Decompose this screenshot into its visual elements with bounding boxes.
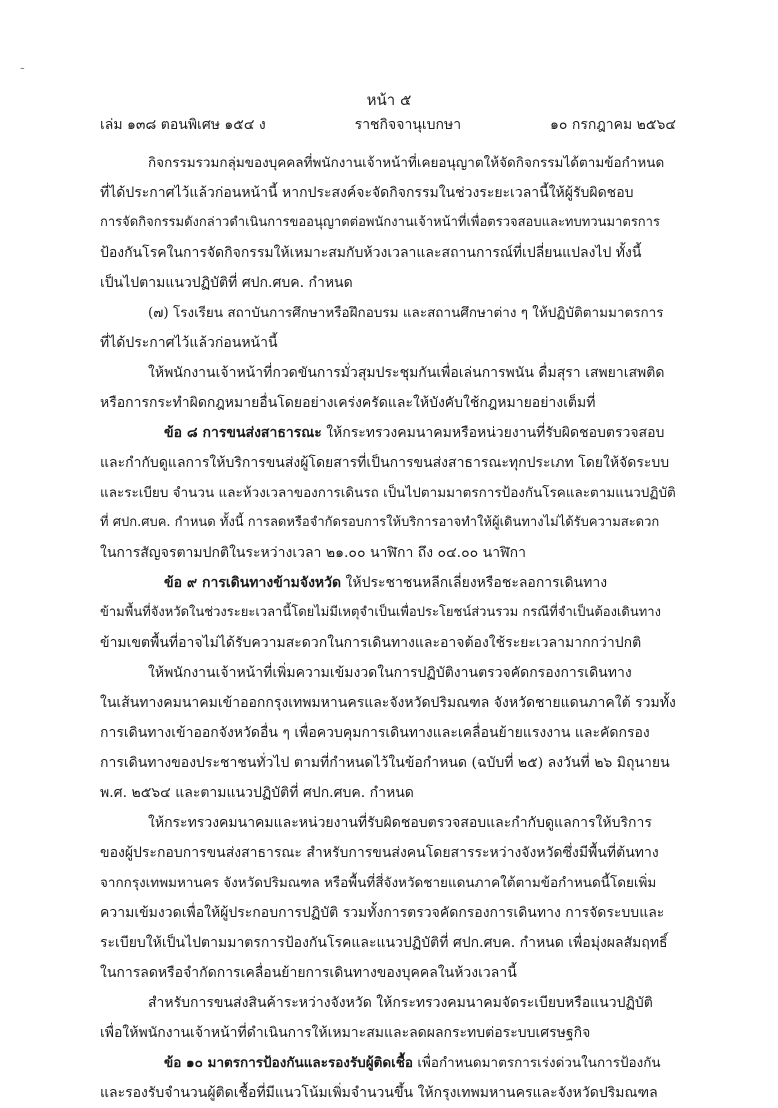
paragraph-line: ความเข้มงวดเพื่อให้ผู้ประกอบการปฏิบัติ รวมทั้งการตรวจคัดกรองการเดินทาง การจัดระบบและ bbox=[100, 905, 665, 921]
paragraph-line: ในเส้นทางคมนาคมเข้าออกกรุงเทพมหานครและจังหวัดปริมณฑล จังหวัดชายแดนภาคใต้ รวมทั้ง bbox=[100, 695, 676, 711]
paragraph-line: ให้พนักงานเจ้าหน้าที่เพิ่มความเข้มงวดในการปฏิบัติงานตรวจคัดกรองการเดินทาง bbox=[148, 665, 632, 681]
paragraph-line: ให้พนักงานเจ้าหน้าที่กวดขันการมั่วสุมประชุมกันเพื่อเล่นการพนัน ดื่มสุรา เสพยาเสพติด bbox=[148, 365, 665, 381]
paragraph-line: เพื่อให้พนักงานเจ้าหน้าที่ดำเนินการให้เหมาะสมและลดผลกระทบต่อระบบเศรษฐกิจ bbox=[100, 1025, 591, 1041]
clause-10-line: ข้อ ๑๐ มาตรการป้องกันและรองรับผู้ติดเชื้อ เพื่อกำหนดมาตรการเร่งด่วนในการป้องกัน bbox=[164, 1055, 661, 1071]
paragraph-line: และระเบียบ จำนวน และห้วงเวลาของการเดินรถ เป็นไปตามมาตรการป้องกันโรคและตามแนวปฏิบัติ bbox=[100, 485, 676, 501]
clause-8-heading: ข้อ ๘ การขนส่งสาธารณะ bbox=[164, 425, 322, 441]
paragraph-line: ข้ามพื้นที่จังหวัดในช่วงระยะเวลานี้โดยไม่มีเหตุจำเป็นเพื่อประโยชน์ส่วนรวม กรณีที่จำเป็นต้องเดินทาง bbox=[100, 605, 661, 620]
page-number: หน้า ๕ bbox=[366, 91, 412, 109]
paragraph-line: ให้กระทรวงคมนาคมและหน่วยงานที่รับผิดชอบตรวจสอบและกำกับดูแลการให้บริการ bbox=[148, 815, 652, 831]
paragraph-line: ที่ ศปก.ศบค. กำหนด ทั้งนี้ การลดหรือจำกัดรอบการให้บริการอาจทำให้ผู้เดินทางไม่ได้รับความสะดวก bbox=[100, 515, 660, 530]
publication-date: ๑๐ กรกฎาคม ๒๕๖๔ bbox=[550, 117, 676, 133]
paragraph-line: และรองรับจำนวนผู้ติดเชื้อที่มีแนวโน้มเพิ่มจำนวนขึ้น ให้กรุงเทพมหานครและจังหวัดปริมณฑล bbox=[100, 1085, 658, 1101]
clause-8-line: ข้อ ๘ การขนส่งสาธารณะ ให้กระทรวงคมนาคมหรือหน่วยงานที่รับผิดชอบตรวจสอบ bbox=[164, 425, 665, 441]
paragraph-line: ป้องกันโรคในการจัดกิจกรรมให้เหมาะสมกับห้วงเวลาและสถานการณ์ที่เปลี่ยนแปลงไป ทั้งนี้ bbox=[100, 245, 642, 261]
paragraph-line: ของผู้ประกอบการขนส่งสาธารณะ สำหรับการขนส่งคนโดยสารระหว่างจังหวัดซึ่งมีพื้นที่ต้นทาง bbox=[100, 845, 659, 861]
margin-mark: - bbox=[20, 60, 25, 76]
paragraph-line: และกำกับดูแลการให้บริการขนส่งผู้โดยสารที่เป็นการขนส่งสาธารณะทุกประเภท โดยให้จัดระบบ bbox=[100, 455, 670, 471]
document-body bbox=[100, 148, 676, 1108]
paragraph-line: จากกรุงเทพมหานคร จังหวัดปริมณฑล หรือพื้นที่สี่จังหวัดชายแดนภาคใต้ตามข้อกำหนดนี้โดยเพิ่ม bbox=[100, 875, 657, 891]
paragraph-line: ที่ได้ประกาศไว้แล้วก่อนหน้านี้ bbox=[100, 335, 278, 351]
paragraph-line: การจัดกิจกรรมดังกล่าวดำเนินการขออนุญาตต่อพนักงานเจ้าหน้าที่เพื่อตรวจสอบและทบทวนมาตรการ bbox=[100, 215, 660, 230]
paragraph-line: การเดินทางของประชาชนทั่วไป ตามที่กำหนดไว้ในข้อกำหนด (ฉบับที่ ๒๕) ลงวันที่ ๒๖ มิถุนายน bbox=[100, 755, 670, 771]
paragraph-line: การเดินทางเข้าออกจังหวัดอื่น ๆ เพื่อควบคุมการเดินทางและเคลื่อนย้ายแรงงาน และคัดกรอง bbox=[100, 725, 650, 741]
paragraph-line: ในการสัญจรตามปกติในระหว่างเวลา ๒๑.๐๐ นาฬิกา ถึง ๐๔.๐๐ นาฬิกา bbox=[100, 545, 526, 561]
publication-name: ราชกิจจานุเบกษา bbox=[354, 117, 462, 133]
paragraph-line: (๗) โรงเรียน สถาบันการศึกษาหรือฝึกอบรม และสถานศึกษาต่าง ๆ ให้ปฏิบัติตามมาตรการ bbox=[148, 305, 664, 321]
paragraph-line: หรือการกระทำผิดกฎหมายอื่นโดยอย่างเคร่งครัดและให้บังคับใช้กฎหมายอย่างเต็มที่ bbox=[100, 395, 596, 411]
paragraph-line: สำหรับการขนส่งสินค้าระหว่างจังหวัด ให้กระทรวงคมนาคมจัดระเบียบหรือแนวปฏิบัติ bbox=[148, 995, 653, 1011]
clause-10-heading: ข้อ ๑๐ มาตรการป้องกันและรองรับผู้ติดเชื้อ bbox=[164, 1055, 414, 1071]
paragraph-line: ในการลดหรือจำกัดการเคลื่อนย้ายการเดินทางของบุคคลในห้วงเวลานี้ bbox=[100, 965, 517, 981]
paragraph-line: เป็นไปตามแนวปฏิบัติที่ ศปก.ศบค. กำหนด bbox=[100, 275, 353, 291]
clause-9-line: ข้อ ๙ การเดินทางข้ามจังหวัด ให้ประชาชนหลีกเลี่ยงหรือชะลอการเดินทาง bbox=[164, 575, 608, 591]
paragraph-line: กิจกรรมรวมกลุ่มของบุคคลที่พนักงานเจ้าหน้าที่เคยอนุญาตให้จัดกิจกรรมได้ตามข้อกำหนด bbox=[148, 155, 665, 171]
paragraph-line: ระเบียบให้เป็นไปตามมาตรการป้องกันโรคและแนวปฏิบัติที่ ศปก.ศบค. กำหนด เพื่อมุ่งผลสัมฤทธิ์ bbox=[100, 935, 668, 951]
paragraph-line: ข้ามเขตพื้นที่อาจไม่ได้รับความสะดวกในการเดินทางและอาจต้องใช้ระยะเวลามากกว่าปกติ bbox=[100, 635, 642, 651]
paragraph-line: พ.ศ. ๒๕๖๔ และตามแนวปฏิบัติที่ ศปก.ศบค. กำหนด bbox=[100, 785, 414, 801]
paragraph-line: ที่ได้ประกาศไว้แล้วก่อนหน้านี้ หากประสงค์จะจัดกิจกรรมในช่วงระยะเวลานี้ให้ผู้รับผิดชอบ bbox=[100, 185, 634, 201]
clause-9-heading: ข้อ ๙ การเดินทางข้ามจังหวัด bbox=[164, 575, 342, 591]
volume-issue: เล่ม ๑๓๘ ตอนพิเศษ ๑๕๔ ง bbox=[100, 117, 266, 133]
gazette-header bbox=[100, 114, 676, 136]
